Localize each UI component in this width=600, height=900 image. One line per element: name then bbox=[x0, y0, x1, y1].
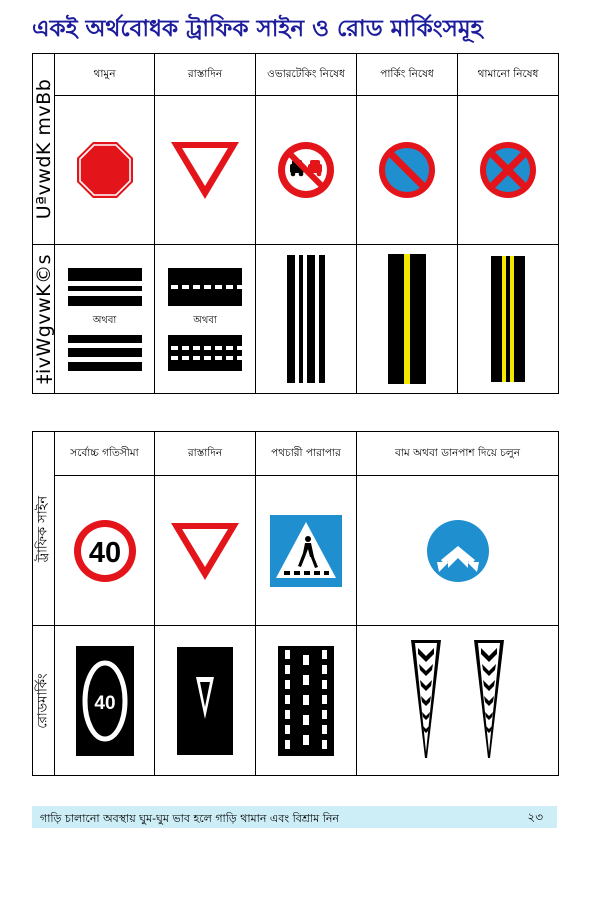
speed-limit-sign-icon bbox=[72, 518, 138, 584]
single-yellow-line-marking bbox=[388, 254, 426, 384]
footer-bar bbox=[32, 806, 557, 828]
header-no-overtaking: ওভারটেকিং নিষেধ bbox=[256, 54, 357, 96]
row-label-signs: UªvwdK mvBb bbox=[33, 54, 55, 245]
sign-marking-table-1 bbox=[32, 53, 559, 394]
give-way-sign-cell bbox=[155, 96, 256, 245]
header-keep-left-or-right: বাম অথবা ডানপাশ দিয়ে চলুন bbox=[357, 432, 559, 476]
no-overtaking-sign-cell bbox=[256, 96, 357, 245]
pedestrian-crossing-road-marking bbox=[278, 646, 334, 756]
pedestrian-crossing-marking-cell bbox=[256, 626, 357, 776]
keep-left-or-right-marking-cell bbox=[357, 626, 559, 776]
no-stopping-icon bbox=[478, 140, 538, 200]
header-stop: থামুন bbox=[55, 54, 155, 96]
no-parking-icon bbox=[377, 140, 437, 200]
stop-marking-cell bbox=[55, 245, 155, 394]
give-way-triangle-icon bbox=[169, 520, 241, 582]
chevron-island-marking-right bbox=[474, 640, 504, 758]
stop-sign-icon bbox=[76, 141, 134, 199]
header-no-parking: পার্কিং নিষেধ bbox=[357, 54, 458, 96]
footer-text: গাড়ি চালানো অবস্থায় ঘুম-ঘুম ভাব হলে গাড়ি থামান এবং বিশ্রাম নিন bbox=[40, 812, 339, 825]
or-label: অথবা bbox=[92, 314, 117, 326]
pedestrian-crossing-icon bbox=[270, 515, 342, 587]
give-way-marking-single bbox=[168, 268, 242, 306]
row-label-traffic-signs: ট্রাফিক সাইন bbox=[33, 432, 55, 626]
page-title: একই অর্থবোধক ট্রাফিক সাইন ও রোড মার্কিংসমূহ bbox=[32, 16, 483, 42]
row-label-road-markings: রোডমার্কিং bbox=[33, 626, 55, 776]
pedestrian-crossing-sign-cell bbox=[256, 476, 357, 626]
give-way-marking-cell bbox=[155, 245, 256, 394]
no-parking-marking-cell bbox=[357, 245, 458, 394]
stop-line-marking-double bbox=[68, 335, 142, 371]
row-label-markings: ‡ivWgvwK©s bbox=[33, 245, 55, 394]
no-overtaking-icon bbox=[276, 140, 336, 200]
speed-limit-marking-cell bbox=[55, 626, 155, 776]
chevron-island-marking-left bbox=[411, 640, 441, 758]
no-stopping-marking-cell bbox=[458, 245, 559, 394]
header-max-speed: সর্বোচ্চ গতিসীমা bbox=[55, 432, 155, 476]
page-number: ২৩ bbox=[527, 810, 543, 824]
give-way-marking-double bbox=[168, 335, 242, 371]
keep-left-or-right-icon bbox=[425, 518, 491, 584]
header-pedestrian-crossing: পথচারী পারাপার bbox=[256, 432, 357, 476]
keep-left-or-right-sign-cell bbox=[357, 476, 559, 626]
header-no-stopping: থামানো নিষেধ bbox=[458, 54, 559, 96]
speed-limit-road-marking bbox=[76, 646, 134, 756]
header-give-way: রাস্তাদিন bbox=[155, 54, 256, 96]
give-way-road-marking bbox=[177, 647, 233, 755]
no-stopping-sign-cell bbox=[458, 96, 559, 245]
speed-limit-marking-value: 40 bbox=[93, 692, 116, 714]
sign-marking-table-2 bbox=[32, 431, 559, 776]
header-give-way: রাস্তাদিন bbox=[155, 432, 256, 476]
speed-limit-sign-cell bbox=[55, 476, 155, 626]
speed-limit-value: 40 bbox=[88, 536, 121, 569]
no-parking-sign-cell bbox=[357, 96, 458, 245]
no-overtaking-marking-cell bbox=[256, 245, 357, 394]
give-way-marking-cell-2 bbox=[155, 626, 256, 776]
stop-line-marking-solid bbox=[68, 268, 142, 306]
stop-sign-cell bbox=[55, 96, 155, 245]
give-way-triangle-icon bbox=[169, 139, 241, 201]
or-label: অথবা bbox=[193, 314, 217, 326]
give-way-sign-cell-2 bbox=[155, 476, 256, 626]
double-yellow-line-marking bbox=[491, 256, 525, 382]
double-solid-centre-line-marking bbox=[287, 255, 325, 383]
